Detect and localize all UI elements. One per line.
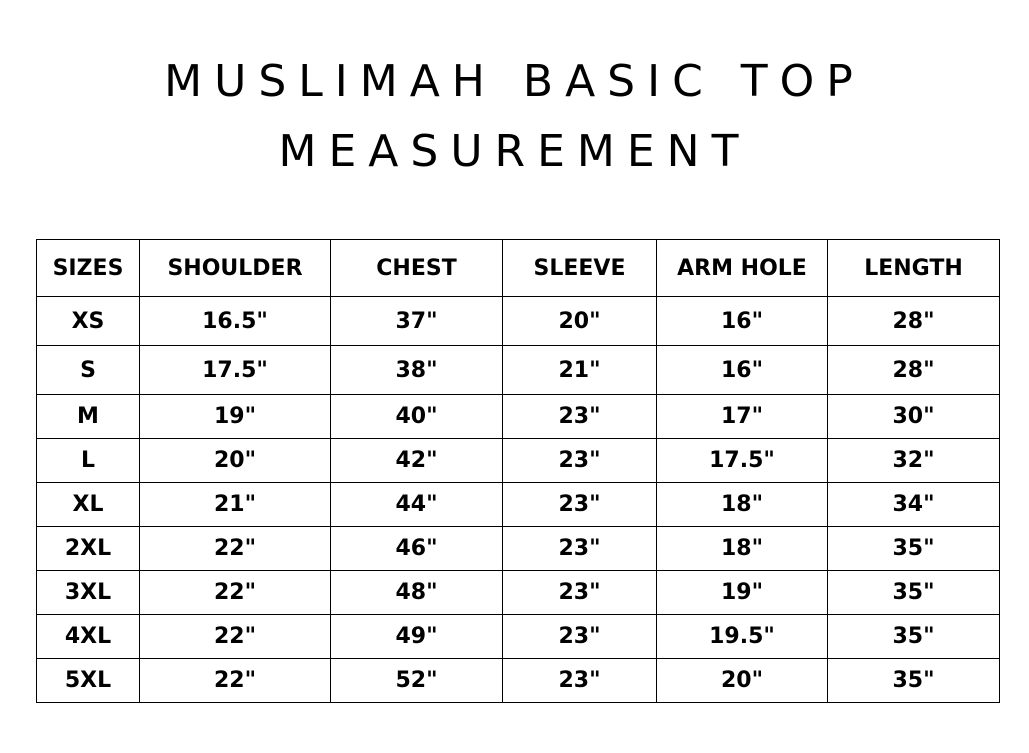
header-chest: CHEST (331, 240, 503, 297)
cell-chest: 40" (331, 395, 503, 439)
header-length: LENGTH (828, 240, 1000, 297)
cell-shoulder: 17.5" (140, 346, 331, 395)
cell-arm-hole: 17.5" (657, 439, 828, 483)
table-row (37, 615, 1000, 659)
header-sizes: SIZES (37, 240, 140, 297)
cell-shoulder: 21" (140, 483, 331, 527)
cell-shoulder: 19" (140, 395, 331, 439)
cell-sleeve: 21" (503, 346, 657, 395)
cell-length: 34" (828, 483, 1000, 527)
table-row (37, 571, 1000, 615)
cell-arm-hole: 20" (657, 659, 828, 703)
page-title: MUSLIMAH BASIC TOP (164, 56, 865, 107)
table-row (37, 527, 1000, 571)
cell-chest: 48" (331, 571, 503, 615)
cell-arm-hole: 16" (657, 297, 828, 346)
cell-sleeve: 20" (503, 297, 657, 346)
cell-chest: 44" (331, 483, 503, 527)
cell-arm-hole: 18" (657, 483, 828, 527)
table-header-row (37, 240, 1000, 297)
cell-sleeve: 23" (503, 395, 657, 439)
cell-size: L (37, 439, 140, 483)
header-sleeve: SLEEVE (503, 240, 657, 297)
cell-size: XL (37, 483, 140, 527)
cell-chest: 52" (331, 659, 503, 703)
cell-size: M (37, 395, 140, 439)
cell-size: 3XL (37, 571, 140, 615)
header-shoulder: SHOULDER (140, 240, 331, 297)
cell-arm-hole: 16" (657, 346, 828, 395)
size-chart-table (36, 239, 1000, 703)
cell-size: S (37, 346, 140, 395)
cell-shoulder: 22" (140, 571, 331, 615)
table-row (37, 395, 1000, 439)
cell-length: 35" (828, 571, 1000, 615)
cell-sleeve: 23" (503, 571, 657, 615)
cell-sleeve: 23" (503, 439, 657, 483)
cell-length: 28" (828, 346, 1000, 395)
cell-chest: 38" (331, 346, 503, 395)
cell-chest: 42" (331, 439, 503, 483)
cell-shoulder: 22" (140, 527, 331, 571)
table-row (37, 297, 1000, 346)
cell-shoulder: 22" (140, 615, 331, 659)
table-row (37, 346, 1000, 395)
cell-sleeve: 23" (503, 527, 657, 571)
cell-chest: 46" (331, 527, 503, 571)
page-subtitle: MEASUREMENT (278, 126, 751, 177)
cell-size: 4XL (37, 615, 140, 659)
cell-shoulder: 20" (140, 439, 331, 483)
header-arm-hole: ARM HOLE (657, 240, 828, 297)
cell-chest: 37" (331, 297, 503, 346)
cell-size: XS (37, 297, 140, 346)
cell-sleeve: 23" (503, 615, 657, 659)
cell-arm-hole: 19" (657, 571, 828, 615)
cell-arm-hole: 18" (657, 527, 828, 571)
cell-arm-hole: 17" (657, 395, 828, 439)
cell-length: 35" (828, 527, 1000, 571)
cell-size: 2XL (37, 527, 140, 571)
cell-length: 30" (828, 395, 1000, 439)
table-row (37, 483, 1000, 527)
cell-sleeve: 23" (503, 483, 657, 527)
cell-chest: 49" (331, 615, 503, 659)
cell-arm-hole: 19.5" (657, 615, 828, 659)
cell-length: 35" (828, 659, 1000, 703)
table-row (37, 439, 1000, 483)
cell-shoulder: 16.5" (140, 297, 331, 346)
cell-size: 5XL (37, 659, 140, 703)
cell-length: 35" (828, 615, 1000, 659)
cell-length: 28" (828, 297, 1000, 346)
cell-length: 32" (828, 439, 1000, 483)
table-row (37, 659, 1000, 703)
cell-shoulder: 22" (140, 659, 331, 703)
cell-sleeve: 23" (503, 659, 657, 703)
